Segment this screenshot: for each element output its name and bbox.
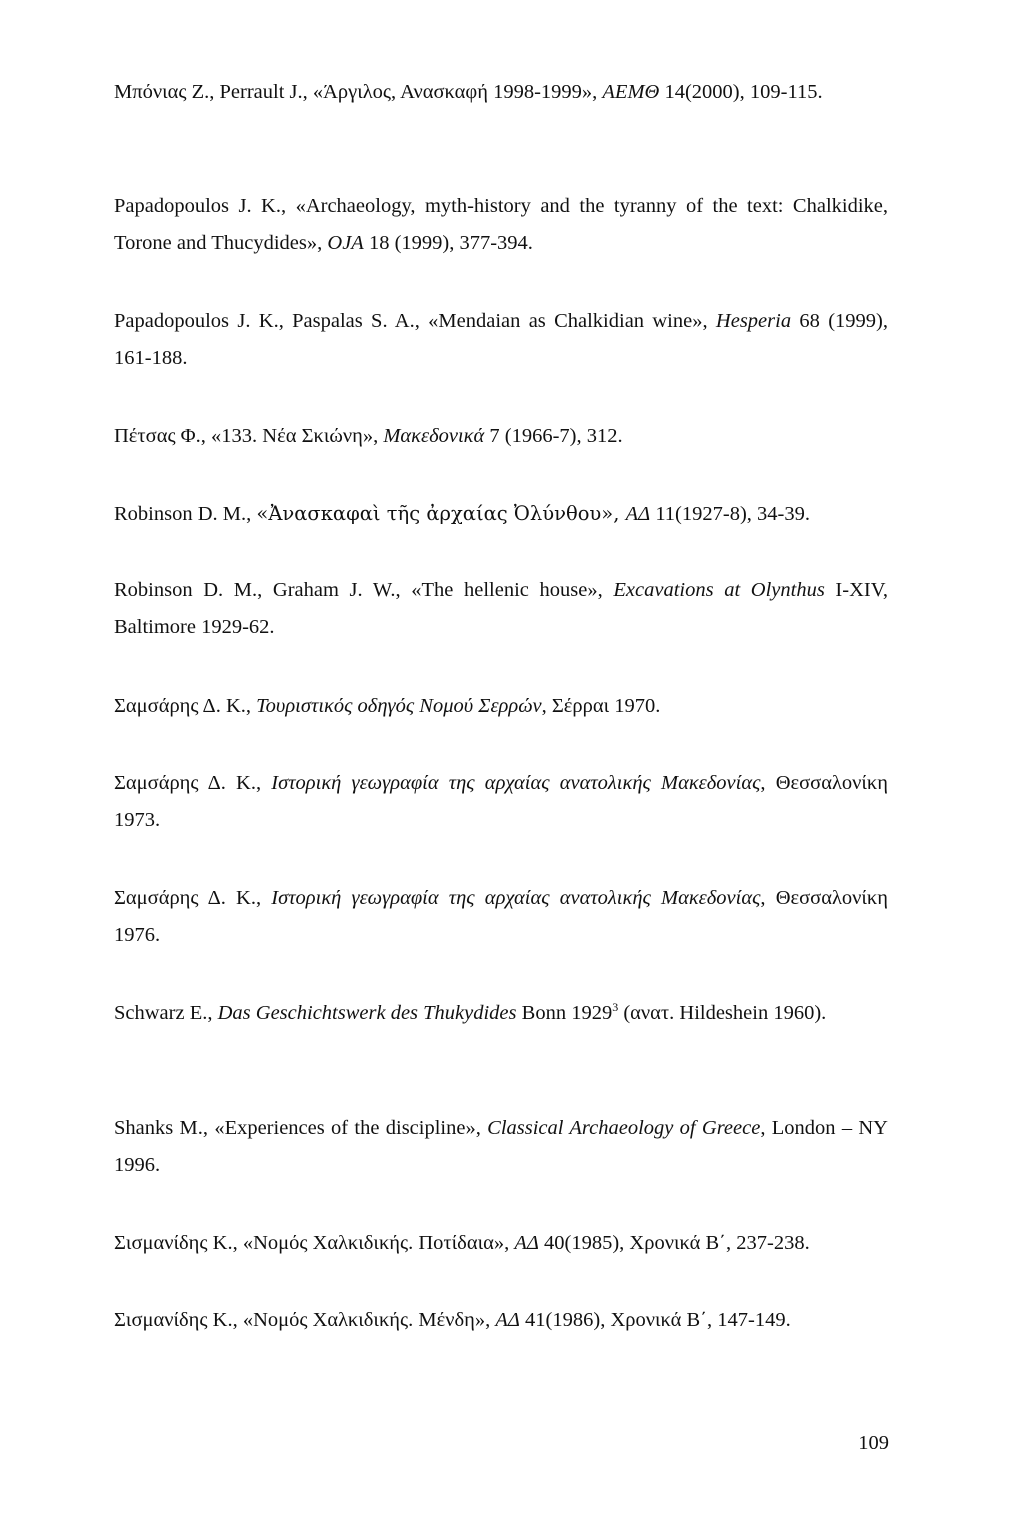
reference-title: «Νομός Χαλκιδικής. Μένδη»,	[242, 1309, 496, 1331]
reference-journal: Μακεδονικά	[383, 425, 485, 447]
reference-title: «Νομός Χαλκιδικής. Ποτίδαια»,	[242, 1232, 515, 1254]
reference-details: , London – NY 1996.	[114, 1117, 888, 1176]
reference-entry	[114, 995, 888, 1032]
reference-title: «133. Νέα Σκιώνη»,	[211, 425, 384, 447]
reference-details: 7 (1966-7), 312.	[484, 425, 623, 447]
reference-journal: ΑΔ	[514, 1232, 539, 1254]
reference-author: Σισμανίδης Κ.,	[114, 1309, 243, 1331]
reference-title: «Experiences of the discipline»,	[214, 1117, 488, 1139]
reference-reprint: (ανατ. Hildeshein 1960).	[618, 1002, 827, 1024]
reference-author: Σαμσάρης Δ. Κ.,	[114, 887, 272, 909]
reference-author: Μπόνιας Ζ., Perrault J.,	[114, 81, 313, 103]
reference-journal: ΑΔ	[625, 503, 651, 525]
reference-details: Bonn 1929	[516, 1002, 613, 1024]
reference-book-title: Ιστορική γεωγραφία της αρχαίας ανατολικής Μακεδονίας	[271, 772, 761, 794]
reference-entry	[114, 418, 888, 455]
reference-title: «Ἀνασκαφαὶ τῆς ἀρχαίας Ὀλύνθου»,	[256, 502, 626, 525]
reference-author: Schwarz E.,	[114, 1002, 218, 1024]
reference-entry	[114, 74, 888, 111]
reference-title: «Mendaian as Chalkidian wine»,	[428, 310, 716, 332]
reference-entry	[114, 880, 888, 954]
reference-details: 18 (1999), 377-394.	[363, 232, 533, 254]
reference-journal: ΑΔ	[495, 1309, 520, 1331]
reference-author: Shanks M.,	[114, 1117, 215, 1139]
reference-details: , Θεσσαλονίκη 1973.	[114, 772, 888, 831]
reference-journal: Excavations at Olynthus	[613, 579, 825, 601]
reference-author: Σισμανίδης Κ.,	[114, 1232, 243, 1254]
reference-entry	[114, 1225, 888, 1262]
reference-author: Σαμσάρης Δ. Κ.,	[114, 772, 272, 794]
reference-entry	[114, 765, 888, 839]
reference-journal: ΑΕΜΘ	[602, 81, 660, 103]
reference-details: 40(1985), Χρονικά Β΄, 237-238.	[538, 1232, 810, 1254]
reference-author: Papadopoulos J. K.,	[114, 195, 296, 217]
reference-journal: Hesperia	[715, 310, 792, 332]
reference-book-title: Das Geschichtswerk des Thukydides	[217, 1002, 517, 1024]
reference-details: 14(2000), 109-115.	[659, 81, 823, 103]
reference-author: Papadopoulos J. K., Paspalas S. A.,	[114, 310, 429, 332]
reference-details: I-XIV, Baltimore 1929-62.	[114, 579, 888, 638]
reference-details: 11(1927-8), 34-39.	[650, 503, 810, 525]
reference-entry	[114, 188, 888, 262]
reference-title: «Archaeology, myth-history and the tyranny of the text: Chalkidike, Torone and Thucydides»,	[114, 195, 889, 254]
reference-author: Πέτσας Φ.,	[114, 425, 212, 447]
reference-details: 68 (1999), 161-188.	[114, 310, 888, 369]
reference-title: «The hellenic house»,	[411, 579, 614, 601]
reference-entry	[114, 1302, 888, 1339]
reference-journal: Classical Archaeology of Greece	[487, 1117, 761, 1139]
reference-book-title: Τουριστικός οδηγός Νομού Σερρών	[256, 695, 542, 717]
reference-entry	[114, 572, 888, 646]
reference-author: Robinson D. M.,	[114, 503, 257, 525]
reference-title: «Άργιλος, Ανασκαφή 1998-1999»,	[312, 81, 603, 103]
reference-entry	[114, 495, 888, 533]
reference-entry	[114, 303, 888, 377]
edition-superscript: 3	[612, 1000, 619, 1014]
reference-details: 41(1986), Χρονικά Β΄, 147-149.	[519, 1309, 791, 1331]
reference-journal: OJA	[327, 232, 364, 254]
reference-entry	[114, 1110, 888, 1184]
reference-details: , Σέρραι 1970.	[541, 695, 661, 717]
reference-author: Robinson D. M., Graham J. W.,	[114, 579, 412, 601]
page-number: 109	[858, 1432, 889, 1454]
reference-details: , Θεσσαλονίκη 1976.	[114, 887, 888, 946]
reference-entry	[114, 688, 888, 725]
reference-author: Σαμσάρης Δ. Κ.,	[114, 695, 257, 717]
reference-book-title: Ιστορική γεωγραφία της αρχαίας ανατολικής Μακεδονίας	[271, 887, 761, 909]
